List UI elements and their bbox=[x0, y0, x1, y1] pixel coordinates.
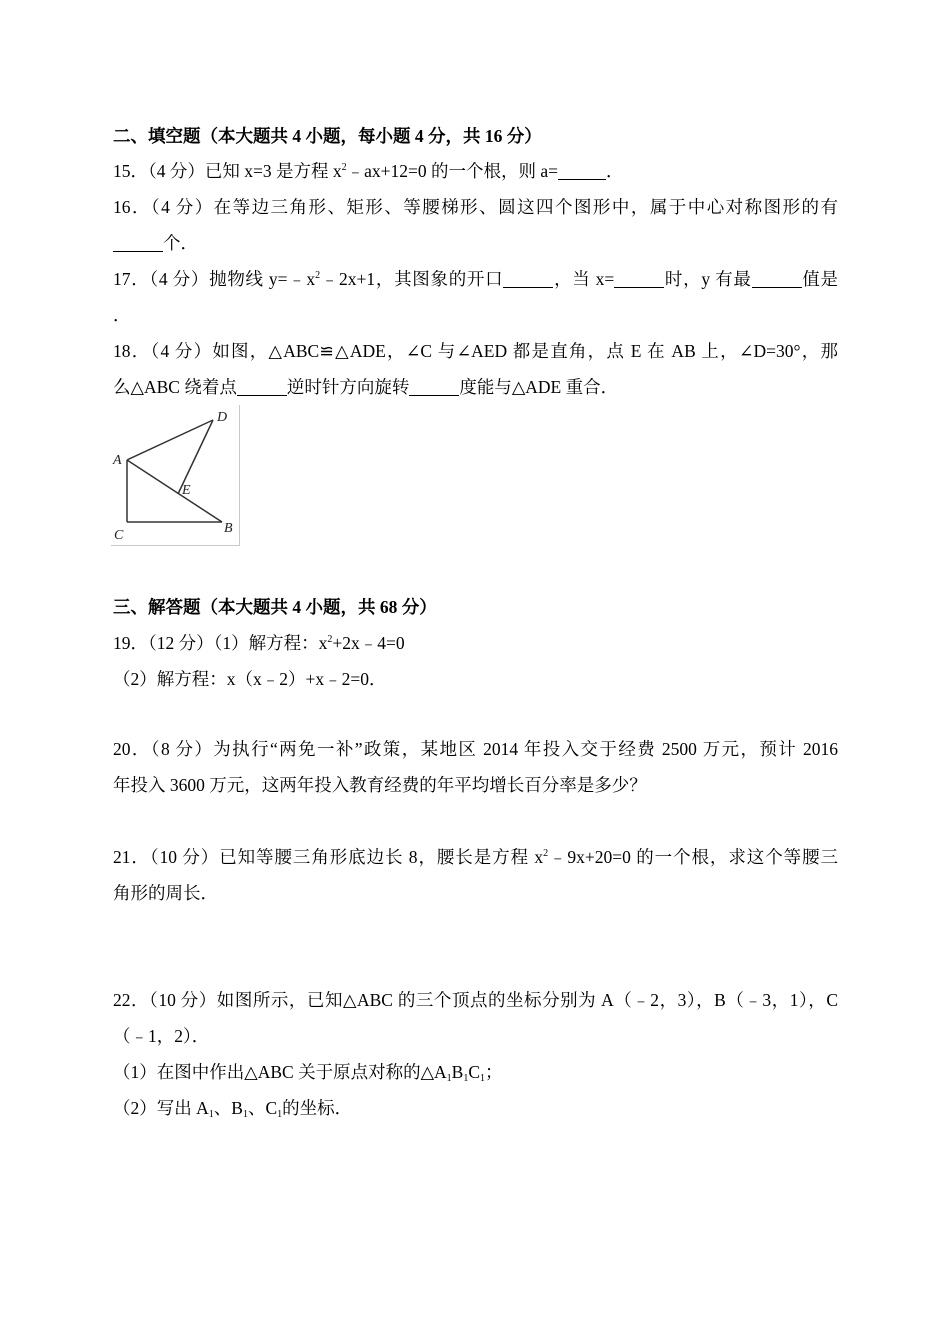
q18-text-b: 逆时针方向旋转 bbox=[286, 377, 410, 397]
q22-l4-b: 、B bbox=[213, 1098, 243, 1118]
q15-text: 15．（4 分）已知 x=3 是方程 x bbox=[113, 161, 342, 181]
question-16-line1: 16．（4 分）在等边三角形、矩形、等腰梯形、圆这四个图形中，属于中心对称图形的有 bbox=[113, 197, 838, 217]
question-22-line1: 22．（10 分）如图所示，已知△ABC 的三个顶点的坐标分别为 A（﹣2，3），B（﹣3，1），C bbox=[113, 990, 838, 1010]
q21-text-2: ﹣9x+20=0 的一个根，求这个等腰三 bbox=[548, 847, 839, 867]
question-22-line4 bbox=[113, 1096, 838, 1120]
question-17-line1 bbox=[113, 267, 838, 291]
q22-l3-sub1: 1 bbox=[446, 1073, 452, 1084]
q15-text-mid: ﹣ax+12=0 的一个根，则 a= bbox=[346, 161, 559, 181]
question-17-line2: ． bbox=[113, 305, 131, 325]
q16-answer-blank[interactable] bbox=[113, 233, 163, 252]
q18-blank-degrees[interactable] bbox=[409, 377, 459, 396]
question-21-line2: 角形的周长． bbox=[113, 883, 218, 903]
q19-sup: 2 bbox=[327, 634, 333, 645]
q22-l3-b: B bbox=[451, 1062, 464, 1082]
q17-blank-x[interactable] bbox=[614, 269, 664, 288]
q17-text-3: ，当 x= bbox=[553, 269, 615, 289]
q22-l3-c: C bbox=[468, 1062, 481, 1082]
q22-l4-a: （2）写出 A bbox=[113, 1098, 209, 1118]
section2-heading: 二、填空题（本大题共 4 小题，每小题 4 分，共 16 分） bbox=[113, 126, 542, 146]
question-16-line2 bbox=[113, 231, 838, 255]
q22-l3-a: （1）在图中作出△ABC 关于原点对称的△A bbox=[113, 1062, 447, 1082]
question-22-line3 bbox=[113, 1060, 838, 1084]
q22-l3-sub3: 1 bbox=[480, 1073, 486, 1084]
q22-l4-d: 的坐标． bbox=[282, 1098, 353, 1118]
q15-text-end: ． bbox=[606, 161, 624, 181]
q19-text-1: 19．（12 分）（1）解方程：x bbox=[113, 633, 328, 653]
segment-ab bbox=[127, 460, 222, 522]
label-b: B bbox=[224, 521, 233, 536]
q22-l4-sub2: 1 bbox=[242, 1109, 248, 1120]
section3-heading: 三、解答题（本大题共 4 小题，共 68 分） bbox=[113, 597, 437, 617]
q18-text-a: 么△ABC 绕着点 bbox=[113, 377, 237, 397]
question-18-line2 bbox=[113, 375, 838, 399]
q18-blank-point[interactable] bbox=[237, 377, 287, 396]
question-19-line1 bbox=[113, 631, 838, 655]
q22-l4-c: 、C bbox=[247, 1098, 278, 1118]
label-d: D bbox=[217, 410, 228, 425]
question-20-line1: 20．（8 分）为执行“两免一补”政策，某地区 2014 年投入交于经费 2500 万元，预计 2016 bbox=[113, 739, 838, 759]
q19-text-2: +2x﹣4=0 bbox=[332, 633, 405, 653]
q17-blank-extreme[interactable] bbox=[752, 269, 802, 288]
q18-text-c: 度能与△ADE 重合． bbox=[459, 377, 619, 397]
q17-text-5: 值是 bbox=[801, 269, 839, 289]
triangle-diagram bbox=[111, 405, 239, 545]
label-a: A bbox=[113, 453, 122, 468]
q16-text-end: 个． bbox=[163, 233, 198, 253]
question-15 bbox=[113, 159, 838, 183]
label-c: C bbox=[114, 528, 124, 543]
segment-ad bbox=[127, 420, 213, 460]
q21-sup: 2 bbox=[543, 848, 549, 859]
q22-l3-d: ； bbox=[485, 1062, 503, 1082]
q15-sup: 2 bbox=[341, 162, 347, 173]
question-18-line1: 18．（4 分）如图，△ABC≌△ADE，∠C 与∠AED 都是直角，点 E 在 AB 上，∠D=30°，那 bbox=[113, 341, 838, 361]
q17-blank-opening[interactable] bbox=[503, 269, 553, 288]
label-e: E bbox=[182, 483, 191, 498]
question-20-line2: 年投入 3600 万元，这两年投入教育经费的年平均增长百分率是多少？ bbox=[113, 775, 647, 795]
q17-text-4: 时，y 有最 bbox=[664, 269, 752, 289]
q22-l4-sub3: 1 bbox=[277, 1109, 283, 1120]
q18-triangle-figure bbox=[111, 405, 240, 546]
q21-text-1: 21．（10 分）已知等腰三角形底边长 8，腰长是方程 x bbox=[113, 847, 544, 867]
question-22-line2: （﹣1，2）． bbox=[113, 1026, 210, 1046]
q22-l3-sub2: 1 bbox=[463, 1073, 469, 1084]
q17-text-1: 17．（4 分）抛物线 y=﹣x bbox=[113, 269, 316, 289]
q17-text-2: ﹣2x+1，其图象的开口 bbox=[320, 269, 504, 289]
q15-answer-blank[interactable] bbox=[558, 161, 606, 180]
question-21-line1 bbox=[113, 845, 838, 869]
q17-sup: 2 bbox=[315, 270, 321, 281]
question-19-line2: （2）解方程：x（x﹣2）+x﹣2=0． bbox=[113, 669, 387, 689]
q22-l4-sub1: 1 bbox=[208, 1109, 214, 1120]
